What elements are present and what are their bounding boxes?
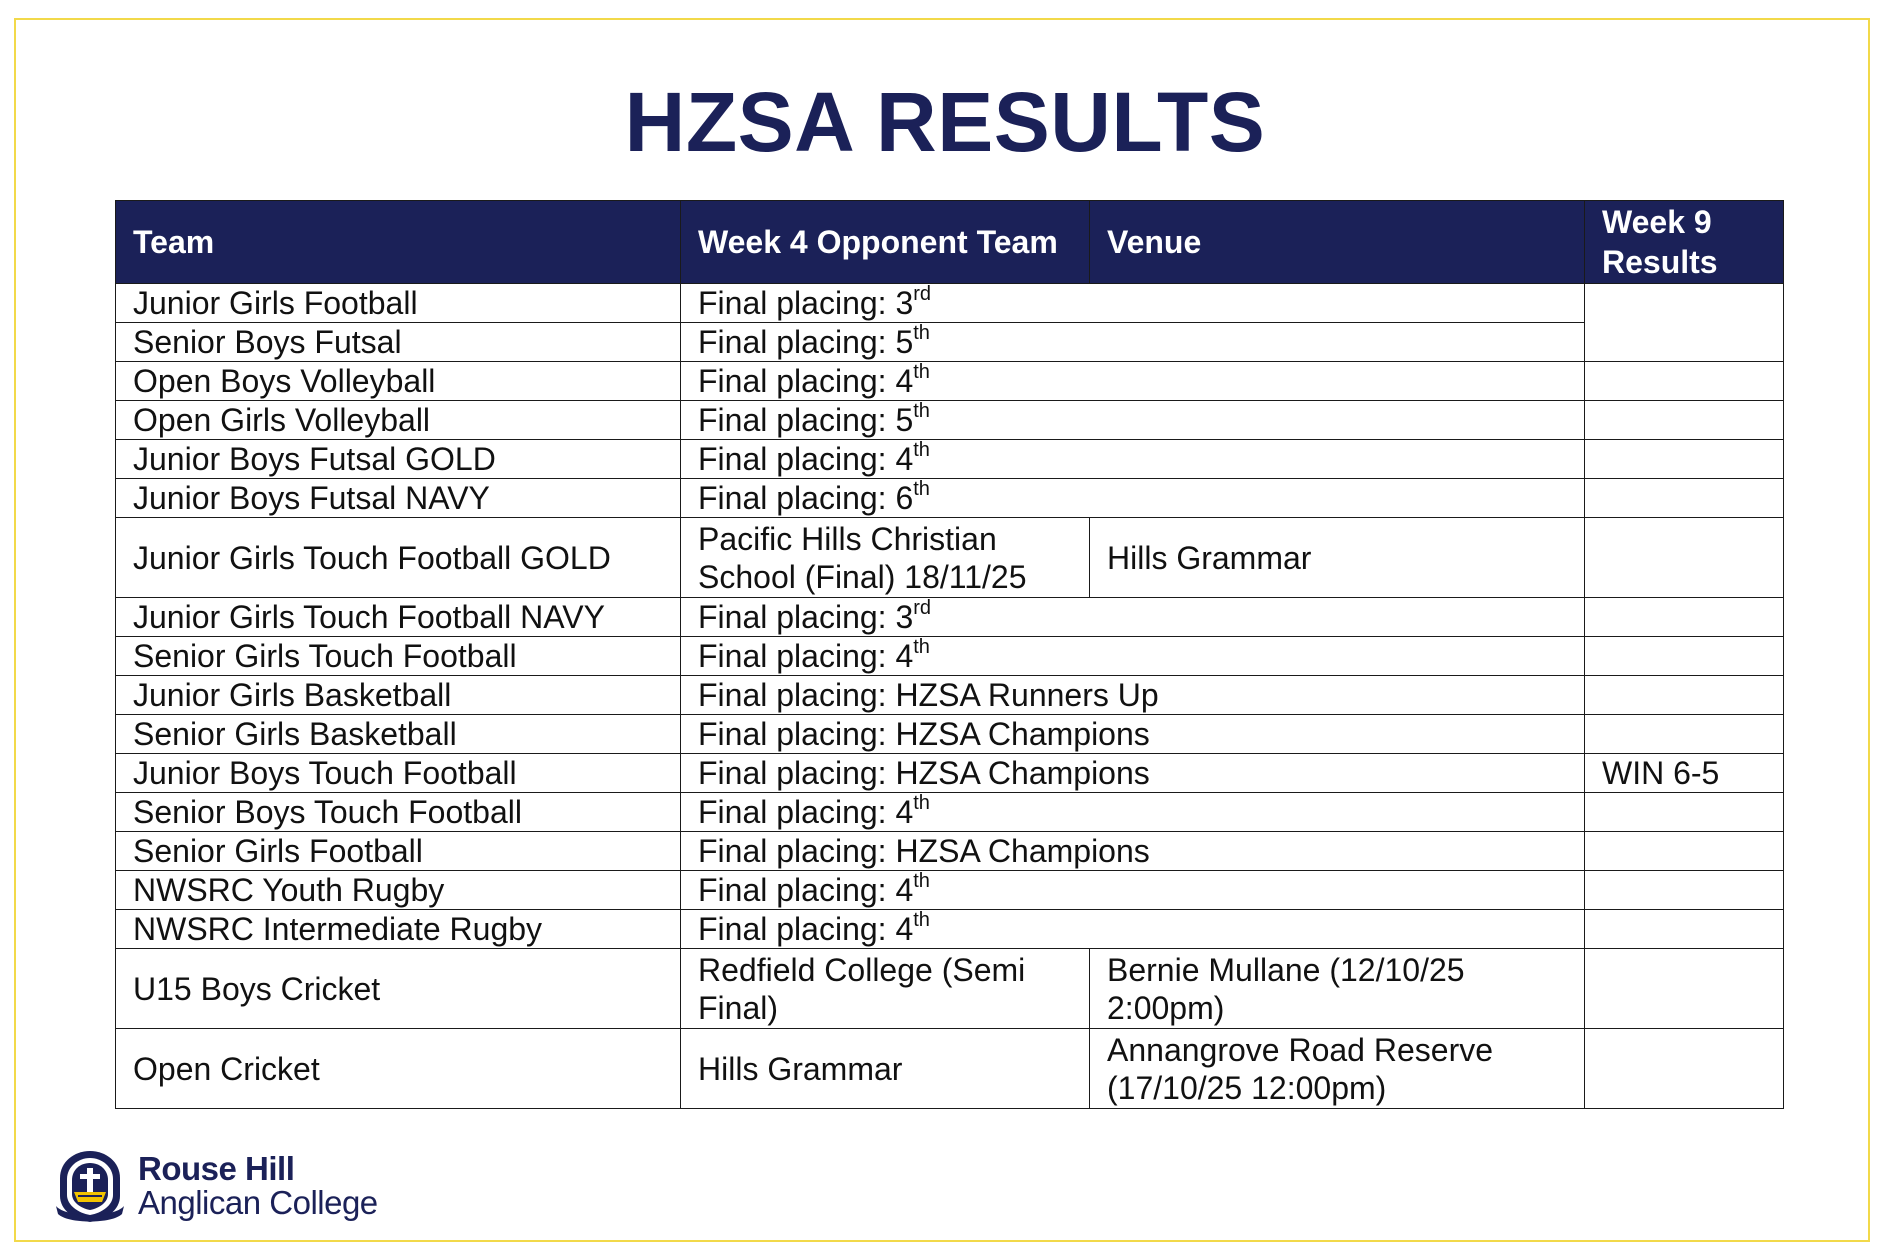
table-row — [116, 401, 1784, 440]
placing-cell: Final placing: 3rd — [681, 284, 1585, 323]
table-row — [116, 440, 1784, 479]
table-row — [116, 676, 1784, 715]
team-cell: U15 Boys Cricket — [116, 949, 681, 1029]
table-row — [116, 518, 1784, 598]
placing-cell: Final placing: 5th — [681, 323, 1585, 362]
table-row — [116, 284, 1784, 323]
table-row — [116, 715, 1784, 754]
results-table — [115, 200, 1784, 1109]
result-cell — [1585, 598, 1784, 637]
team-cell: Open Girls Volleyball — [116, 401, 681, 440]
opponent-cell: Hills Grammar — [681, 1029, 1090, 1109]
page-title: HZSA RESULTS — [624, 75, 1266, 169]
placing-cell: Final placing: 4th — [681, 910, 1585, 949]
team-cell: Senior Girls Basketball — [116, 715, 681, 754]
venue-cell: Hills Grammar — [1090, 518, 1585, 598]
result-cell — [1585, 479, 1784, 518]
result-cell — [1585, 949, 1784, 1029]
table-row — [116, 754, 1784, 793]
table-row — [116, 871, 1784, 910]
team-cell: Senior Boys Touch Football — [116, 793, 681, 832]
result-cell — [1585, 637, 1784, 676]
result-cell — [1585, 284, 1784, 362]
team-cell: NWSRC Youth Rugby — [116, 871, 681, 910]
team-cell: Junior Boys Futsal NAVY — [116, 479, 681, 518]
placing-cell: Final placing: 4th — [681, 362, 1585, 401]
opponent-cell: Pacific Hills Christian School (Final) 18/11/25 — [681, 518, 1090, 598]
placing-cell: Final placing: HZSA Champions — [681, 754, 1585, 793]
team-cell: Open Cricket — [116, 1029, 681, 1109]
team-cell: Junior Girls Basketball — [116, 676, 681, 715]
placing-cell: Final placing: HZSA Runners Up — [681, 676, 1585, 715]
table-header-row — [116, 201, 1784, 284]
placing-cell: Final placing: 3rd — [681, 598, 1585, 637]
venue-cell: Bernie Mullane (12/10/25 2:00pm) — [1090, 949, 1585, 1029]
table-row — [116, 598, 1784, 637]
table-row — [116, 323, 1784, 362]
team-cell: Open Boys Volleyball — [116, 362, 681, 401]
logo-line1: Rouse Hill — [138, 1150, 295, 1187]
result-cell — [1585, 832, 1784, 871]
logo-line2: Anglican College — [138, 1184, 378, 1221]
result-cell — [1585, 401, 1784, 440]
team-cell: Junior Girls Touch Football GOLD — [116, 518, 681, 598]
placing-cell: Final placing: 4th — [681, 871, 1585, 910]
school-crest-icon — [52, 1148, 128, 1224]
table-row — [116, 637, 1784, 676]
table-row — [116, 479, 1784, 518]
placing-cell: Final placing: 5th — [681, 401, 1585, 440]
team-cell: Junior Girls Football — [116, 284, 681, 323]
result-cell — [1585, 1029, 1784, 1109]
header-team: Team — [116, 201, 681, 284]
table-row — [116, 910, 1784, 949]
header-opponent: Week 4 Opponent Team — [681, 201, 1090, 284]
team-cell: Junior Boys Futsal GOLD — [116, 440, 681, 479]
placing-cell: Final placing: 4th — [681, 793, 1585, 832]
result-cell — [1585, 518, 1784, 598]
result-cell — [1585, 362, 1784, 401]
result-cell — [1585, 440, 1784, 479]
result-cell — [1585, 676, 1784, 715]
team-cell: Junior Girls Touch Football NAVY — [116, 598, 681, 637]
placing-cell: Final placing: HZSA Champions — [681, 715, 1585, 754]
table-row — [116, 832, 1784, 871]
result-cell — [1585, 910, 1784, 949]
table-row — [116, 362, 1784, 401]
placing-cell: Final placing: HZSA Champions — [681, 832, 1585, 871]
team-cell: Senior Girls Football — [116, 832, 681, 871]
team-cell: Junior Boys Touch Football — [116, 754, 681, 793]
opponent-cell: Redfield College (Semi Final) — [681, 949, 1090, 1029]
college-logo — [52, 1148, 392, 1220]
result-cell: WIN 6-5 — [1585, 754, 1784, 793]
table-row — [116, 793, 1784, 832]
table-row — [116, 1029, 1784, 1109]
result-cell — [1585, 871, 1784, 910]
venue-cell: Annangrove Road Reserve (17/10/25 12:00pm) — [1090, 1029, 1585, 1109]
result-cell — [1585, 715, 1784, 754]
header-venue: Venue — [1090, 201, 1585, 284]
team-cell: Senior Girls Touch Football — [116, 637, 681, 676]
placing-cell: Final placing: 4th — [681, 440, 1585, 479]
table-row — [116, 949, 1784, 1029]
header-results: Week 9 Results — [1585, 201, 1784, 284]
team-cell: NWSRC Intermediate Rugby — [116, 910, 681, 949]
placing-cell: Final placing: 6th — [681, 479, 1585, 518]
result-cell — [1585, 793, 1784, 832]
team-cell: Senior Boys Futsal — [116, 323, 681, 362]
placing-cell: Final placing: 4th — [681, 637, 1585, 676]
